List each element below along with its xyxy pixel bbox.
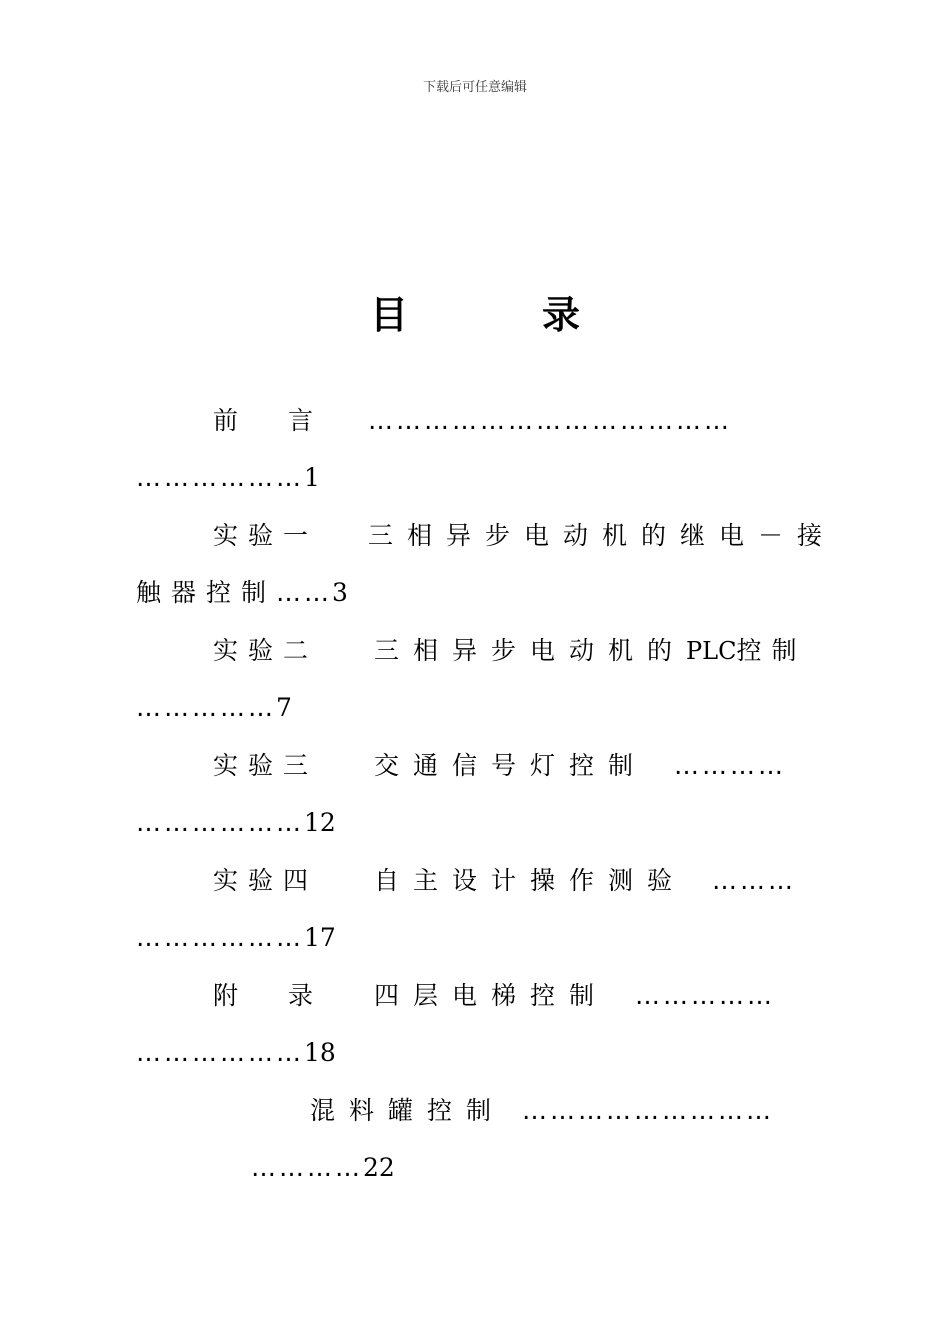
page-header: 下载后可任意编辑 [422, 80, 527, 95]
toc-leader: …… [276, 578, 333, 607]
toc-leader: ……………… [136, 808, 304, 837]
toc-entry-preface-label: 前 言 [213, 406, 314, 435]
toc-entry-exp3-label: 实验三 [213, 751, 319, 780]
toc-page-number: 12 [304, 808, 336, 837]
toc-page-number: 18 [304, 1038, 336, 1067]
toc-page-number: 1 [304, 463, 320, 492]
toc-title: 目 录 [369, 293, 628, 337]
toc-page-number: 3 [332, 578, 348, 607]
toc-entry-exp3-line2 [136, 808, 336, 838]
toc-entry-exp3-leader: ………… [674, 751, 786, 780]
toc-title-part: 控制 [736, 636, 807, 665]
toc-entry-appendix-title: 四层电梯控制 [374, 981, 609, 1010]
toc-entry-appendix-line2 [136, 1038, 336, 1068]
toc-entry-exp4-leader: ……… [712, 866, 796, 895]
toc-entry-exp4-label: 实验四 [213, 866, 319, 895]
toc-entry-exp1-title: 三相异步电动机的继电－接 [368, 521, 837, 550]
toc-entry-mixer-line2 [251, 1153, 395, 1183]
toc-entry-mixer-title: 混料罐控制 [310, 1096, 506, 1125]
toc-leader: ……………… [136, 1038, 304, 1067]
toc-page-number: 22 [363, 1153, 395, 1182]
toc-page-number: 17 [304, 923, 336, 952]
toc-entry-exp4-line2 [136, 923, 336, 953]
toc-page-number: 7 [276, 693, 292, 722]
toc-entry-exp2-title [374, 636, 806, 666]
toc-entry-exp2-label: 实验二 [213, 636, 319, 665]
toc-leader: ……………… [136, 463, 304, 492]
toc-entry-mixer-leader: ……………………… [522, 1096, 774, 1125]
toc-title-cont: 触器控制 [136, 578, 277, 607]
toc-entry-preface-line2 [136, 463, 320, 493]
toc-entry-exp3-title: 交通信号灯控制 [374, 751, 648, 780]
toc-entry-appendix-leader: …………… [635, 981, 775, 1010]
toc-leader: ……………… [136, 923, 304, 952]
toc-leader: ………… [251, 1153, 363, 1182]
toc-leader: …………… [136, 693, 276, 722]
toc-entry-exp1-label: 实验一 [213, 521, 319, 550]
toc-entry-exp2-line2 [136, 693, 292, 723]
toc-entry-preface-leader: ………………………………… [368, 406, 732, 435]
toc-title-part: 三相异步电动机的 [374, 636, 687, 665]
toc-entry-appendix-label: 附 录 [213, 981, 314, 1010]
toc-entry-exp4-title: 自主设计操作测验 [374, 866, 687, 895]
toc-entry-exp1-line2 [136, 578, 348, 608]
toc-title-plc: PLC [686, 637, 737, 665]
